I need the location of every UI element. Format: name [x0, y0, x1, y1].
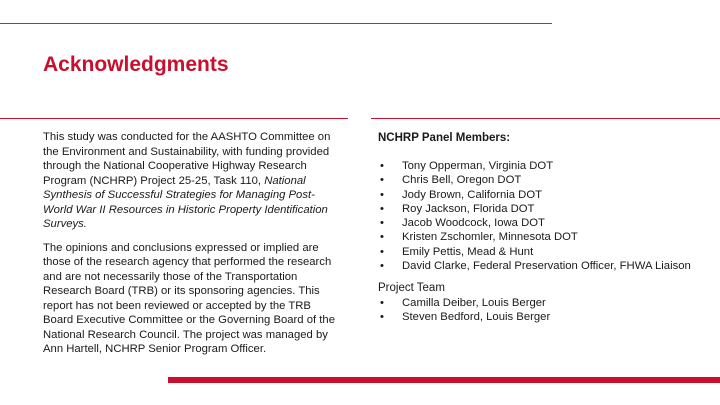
funding-intro-text: This study was conducted for the AASHTO Committee on the Environment and Sustainability, with funding provided through the National Cooperative Highway Research Program (NCHRP) Project 25-25, Task 110,	[43, 131, 331, 187]
panel-member-text: Kristen Zschomler, Minnesota DOT	[402, 231, 578, 244]
panel-member-text: Emily Pettis, Mead & Hunt	[402, 245, 534, 258]
bullet-icon: •	[380, 160, 384, 172]
bullet-icon: •	[380, 231, 384, 244]
panel-heading: NCHRP Panel Members:	[378, 132, 511, 144]
funding-paragraph	[43, 130, 343, 232]
bullet-icon: •	[380, 188, 384, 201]
title-underline-right	[371, 118, 720, 119]
panel-member-text: Jacob Woodcock, Iowa DOT	[402, 217, 545, 230]
disclaimer-paragraph: The opinions and conclusions expressed or implied are those of the research agency that performed the research and are not necessarily those of the Transportation Research Board (TRB) or its sponsoring agencies. This report has not been reviewed or accepted by the TRB Board Executive Committee or the Governing Board of the National Research Council. The project was managed by Ann Hartell, NCHRP Senior Program Officer.	[43, 241, 335, 355]
panel-member	[378, 173, 698, 187]
top-divider	[0, 23, 552, 24]
project-title-text: National Synthesis of Successful Strategies for Managing Post-World War II Resources in Historic Property Identification Surveys.	[43, 174, 328, 230]
panel-member	[378, 259, 698, 273]
panel-member	[378, 230, 698, 244]
bullet-icon: •	[380, 202, 384, 215]
panel-member-text: Roy Jackson, Florida DOT	[402, 202, 535, 215]
panel-member	[378, 245, 698, 259]
panel-member	[378, 188, 698, 202]
bullet-icon: •	[380, 245, 384, 258]
panel-member-text: David Clarke, Federal Preservation Officer, FHWA Liaison	[402, 260, 691, 273]
title-underline-left	[0, 118, 348, 119]
panel-member-text: Tony Opperman, Virginia DOT	[402, 160, 554, 172]
team-member	[378, 296, 698, 310]
team-member	[378, 310, 698, 324]
panel-member-text: Jody Brown, California DOT	[402, 188, 543, 201]
bullet-icon: •	[380, 311, 384, 324]
slide-title: Acknowledgments	[43, 53, 229, 76]
panel-member	[378, 202, 698, 216]
team-member-text: Camilla Deiber, Louis Berger	[402, 296, 546, 309]
project-team-list	[378, 296, 698, 325]
panel-member	[378, 159, 698, 173]
team-member-text: Steven Bedford, Louis Berger	[402, 311, 551, 324]
panel-member	[378, 216, 698, 230]
credits-column	[378, 130, 698, 324]
bullet-icon: •	[380, 217, 384, 230]
bullet-icon: •	[380, 174, 384, 187]
acknowledgment-text	[43, 130, 343, 366]
panel-member-text: Chris Bell, Oregon DOT	[402, 174, 522, 187]
bullet-icon: •	[380, 260, 384, 273]
bullet-icon: •	[380, 296, 384, 309]
team-heading: Project Team	[378, 282, 445, 295]
panel-members-list	[378, 159, 698, 273]
bottom-accent-bar	[168, 377, 720, 383]
